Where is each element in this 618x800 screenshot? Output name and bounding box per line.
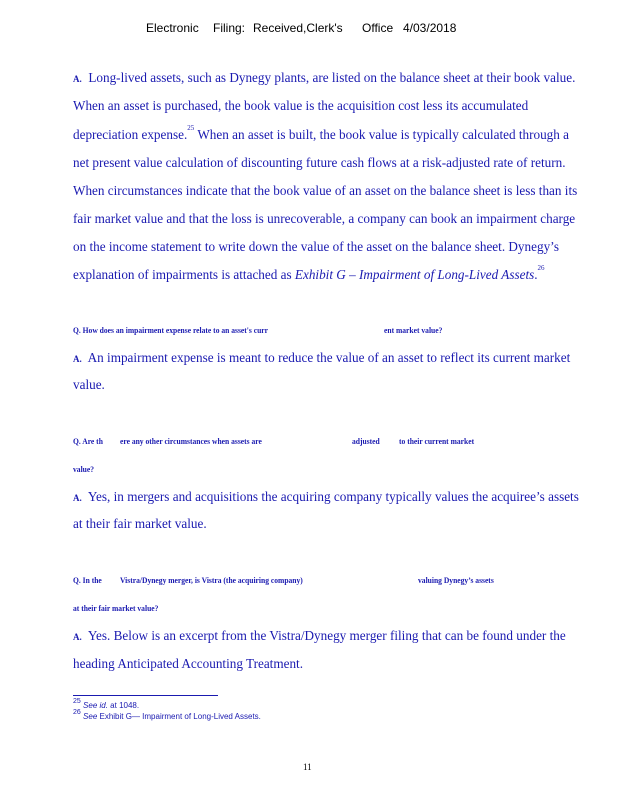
footnote-ref-26: 26 — [537, 264, 545, 272]
footnote-number: 25 — [73, 698, 81, 705]
question-2-part: ere any other circumstances when assets are — [120, 436, 262, 446]
text-fragment: depreciation expense. — [73, 127, 188, 142]
question-2-part: adjusted — [352, 436, 380, 446]
header-received: Received,Clerk's — [253, 21, 343, 35]
answer-label: A. — [73, 74, 82, 84]
answer-label: A. — [73, 632, 82, 642]
question-3-part: Vistra/Dynegy merger, is Vistra (the acquiring company) — [120, 575, 303, 585]
text-line: fair market value and that the loss is unrecoverable, a company can book an impairment charge — [73, 211, 576, 226]
text-line — [73, 124, 570, 143]
footnote-25 — [73, 698, 140, 710]
page-number: 11 — [303, 762, 312, 772]
footnote-text: Exhibit G— Impairment of Long-Lived Assets. — [97, 712, 261, 721]
header-office: Office — [362, 21, 394, 35]
text-line: Yes, in mergers and acquisitions the acquiring company typically values the acquiree’s assets — [87, 489, 579, 504]
answer-1 — [73, 350, 570, 366]
text-fragment: When an asset is built, the book value is typically calculated through a — [197, 127, 570, 142]
answer-label: A. — [73, 493, 82, 503]
text-line: Long-lived assets, such as Dynegy plants, are listed on the balance sheet at their book value. — [88, 70, 576, 85]
footnote-26 — [73, 709, 261, 721]
footnote-divider — [73, 695, 218, 696]
footnote-id: id. — [99, 701, 108, 710]
header-filing: Filing: — [213, 21, 246, 35]
text-line: Yes. Below is an excerpt from the Vistra/Dynegy merger filing that can be found under the — [87, 628, 566, 643]
question-2-part: Q. Are th — [73, 436, 103, 446]
text-line: net present value calculation of discounting future cash flows at a risk-adjusted rate of return. — [73, 155, 566, 170]
question-1: Q. How does an impairment expense relate to an asset's curr — [73, 325, 269, 335]
text-line: value. — [73, 377, 105, 392]
text-line — [73, 264, 545, 283]
text-line: heading Anticipated Accounting Treatment. — [73, 656, 304, 671]
answer-3 — [73, 628, 566, 644]
question-3-part: at their fair market value? — [73, 603, 159, 613]
footnote-see: See — [83, 701, 98, 710]
question-2-part: value? — [73, 464, 95, 474]
footnote-text: at 1048. — [107, 701, 140, 710]
question-2-part: to their current market — [399, 436, 475, 446]
answer-paragraph-1 — [73, 70, 575, 86]
header-electronic: Electronic — [146, 21, 199, 35]
text-line: on the income statement to write down the value of the asset on the balance sheet. Dynegy’s — [73, 239, 559, 254]
exhibit-reference: Exhibit G – Impairment of Long-Lived Assets — [294, 267, 535, 282]
question-1-continued: ent market value? — [384, 325, 443, 335]
text-fragment: . — [534, 267, 538, 282]
question-3-part: Q. In the — [73, 575, 102, 585]
footnote-see: See — [83, 712, 98, 721]
text-fragment: explanation of impairments is attached as — [73, 267, 295, 282]
footnote-number: 26 — [73, 709, 81, 716]
footnote-ref-25: 25 — [187, 124, 195, 132]
header-date: 4/03/2018 — [403, 21, 457, 35]
question-3-part: valuing Dynegy’s assets — [418, 575, 494, 585]
text-line: When circumstances indicate that the book value of an asset on the balance sheet is less than its — [73, 183, 578, 198]
answer-label: A. — [73, 354, 82, 364]
text-line: An impairment expense is meant to reduce the value of an asset to reflect its current market — [87, 350, 571, 365]
text-line: at their fair market value. — [73, 516, 207, 531]
answer-2 — [73, 489, 579, 505]
text-line: When an asset is purchased, the book value is the acquisition cost less its accumulated — [73, 98, 529, 113]
